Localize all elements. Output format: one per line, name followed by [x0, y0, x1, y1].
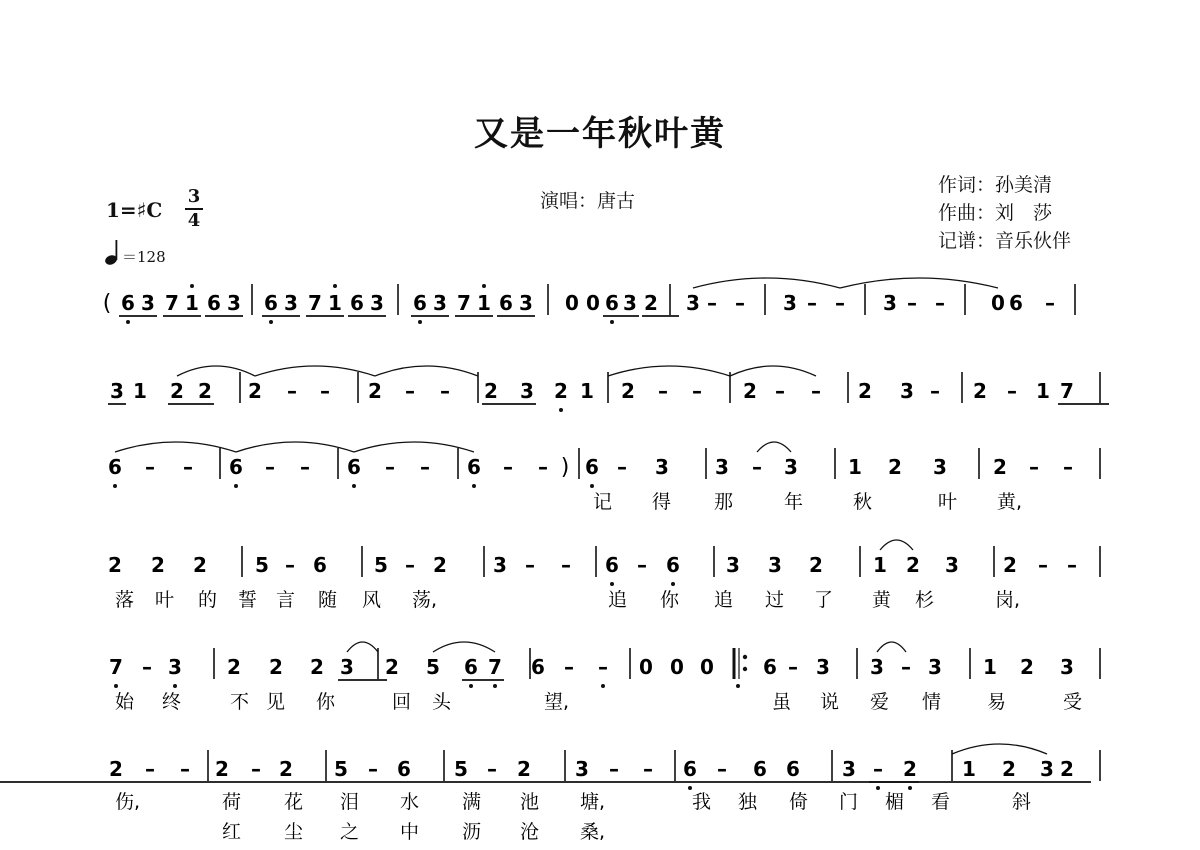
octave-dot-below: [688, 786, 692, 790]
note: 3: [726, 553, 740, 577]
note: 6: [683, 757, 697, 781]
dash: –: [1067, 553, 1077, 577]
note: 0: [639, 655, 653, 679]
note: 2: [621, 379, 635, 403]
dash: –: [707, 291, 717, 315]
dash: –: [564, 655, 574, 679]
note: 3: [686, 291, 700, 315]
octave-dot-below: [126, 320, 130, 324]
lyric-char: 追: [714, 589, 734, 611]
dash: –: [788, 655, 798, 679]
singer-credit: 演唱：唐古: [540, 190, 636, 212]
slur-tie: [433, 642, 495, 652]
note: 6: [397, 757, 411, 781]
note: 2: [248, 379, 262, 403]
note: 3: [784, 455, 798, 479]
octave-dot-below: [908, 786, 912, 790]
note: 6: [413, 291, 427, 315]
lyric-char: 的: [198, 589, 218, 611]
lyric-char: 记: [593, 491, 613, 513]
lyricist-credit: 作词：孙美清: [938, 174, 1053, 196]
note: 2: [858, 379, 872, 403]
lyric-char: 荡,: [412, 589, 438, 611]
note: 6: [605, 291, 619, 315]
note: 3: [575, 757, 589, 781]
note: 3: [816, 655, 830, 679]
lyric-char: 看: [931, 791, 951, 813]
note: 3: [433, 291, 447, 315]
octave-dot-below: [610, 582, 614, 586]
dash: –: [251, 757, 261, 781]
slur-tie: [608, 366, 730, 376]
lyric-char: 斜: [1012, 791, 1032, 813]
slur-tie: [347, 642, 378, 652]
dash: –: [145, 455, 155, 479]
dash: –: [598, 655, 608, 679]
octave-dot-below: [269, 320, 273, 324]
lyric-char-verse2: 沧: [520, 821, 540, 843]
octave-dot-below: [472, 484, 476, 488]
octave-dot-above: [333, 284, 337, 288]
note: 3: [623, 291, 637, 315]
dash: –: [405, 379, 415, 403]
note: 6: [121, 291, 135, 315]
dash: –: [1007, 379, 1017, 403]
note: 6: [605, 553, 619, 577]
note: 6: [1009, 291, 1023, 315]
note: 6: [313, 553, 327, 577]
note: 2: [269, 655, 283, 679]
note: 0: [670, 655, 684, 679]
note: 7: [109, 655, 123, 679]
lyric-char: 泪: [340, 791, 360, 813]
lyric-char: 荷: [222, 791, 242, 813]
lyric-char-verse2: 红: [222, 821, 242, 843]
note: 6: [108, 455, 122, 479]
note: 2: [385, 655, 399, 679]
dash: –: [1038, 553, 1048, 577]
note: 3: [655, 455, 669, 479]
slur-tie: [375, 366, 478, 376]
lyric-char: 门: [839, 791, 859, 813]
lyric-char: 得: [652, 491, 672, 513]
repeat-dot: [743, 667, 747, 671]
composer-credit: 作曲：刘 莎: [938, 202, 1053, 224]
lyric-char: 水: [400, 791, 420, 813]
note: 3: [783, 291, 797, 315]
note: 0: [565, 291, 579, 315]
octave-dot-below: [234, 484, 238, 488]
octave-dot-below: [352, 484, 356, 488]
slur-tie: [236, 442, 354, 452]
note: 6: [467, 455, 481, 479]
lyric-char: 落: [115, 589, 135, 611]
note: 3: [933, 455, 947, 479]
note: 2: [993, 455, 1007, 479]
note: 6: [753, 757, 767, 781]
dash: –: [525, 553, 535, 577]
note: 0: [700, 655, 714, 679]
lyric-char: 塘,: [580, 791, 606, 813]
octave-dot-below: [590, 484, 594, 488]
note: 3: [1040, 757, 1054, 781]
slur-tie: [354, 442, 474, 452]
note: 2: [310, 655, 324, 679]
lyric-char: 那: [714, 491, 734, 513]
lyric-char: 黄: [872, 589, 892, 611]
dash: –: [692, 379, 702, 403]
note: 1: [983, 655, 997, 679]
note: 2: [198, 379, 212, 403]
dash: –: [609, 757, 619, 781]
dash: –: [752, 455, 762, 479]
tempo-marking: ＝128: [122, 248, 166, 266]
lyric-char-verse2: 沥: [462, 821, 482, 843]
note: 3: [928, 655, 942, 679]
note: 1: [477, 291, 491, 315]
dash: –: [807, 291, 817, 315]
song-title: 又是一年秋叶黄: [474, 114, 726, 154]
note: 6: [264, 291, 278, 315]
note: 3: [110, 379, 124, 403]
slur-tie: [880, 540, 913, 550]
note: 6: [531, 655, 545, 679]
slur-tie: [840, 278, 998, 288]
slur-tie: [952, 744, 1047, 754]
lyric-char: 见: [266, 691, 286, 713]
lyric-char: 始: [115, 691, 135, 713]
lyric-char: 你: [316, 691, 336, 713]
note: 3: [168, 655, 182, 679]
lyric-char: 独: [738, 791, 758, 813]
dash: –: [287, 379, 297, 403]
dash: –: [935, 291, 945, 315]
note: 6: [464, 655, 478, 679]
note: 2: [1060, 757, 1074, 781]
note: 1: [962, 757, 976, 781]
lyric-char: 满: [462, 791, 482, 813]
octave-dot-below: [610, 320, 614, 324]
note: 6: [229, 455, 243, 479]
lyric-char: 叶: [938, 491, 958, 513]
dash: –: [1045, 291, 1055, 315]
time-signature-top: 3: [187, 186, 201, 207]
note: 3: [768, 553, 782, 577]
slur-tie: [177, 366, 255, 376]
slur-tie: [730, 366, 816, 376]
note: 2: [368, 379, 382, 403]
dash: –: [617, 455, 627, 479]
notation-credit: 记谱：音乐伙伴: [938, 230, 1072, 252]
lyric-char: 池: [520, 791, 540, 813]
dash: –: [1063, 455, 1073, 479]
note: 7: [488, 655, 502, 679]
lyric-char: 伤,: [115, 791, 141, 813]
note: 3: [842, 757, 856, 781]
note: 2: [279, 757, 293, 781]
dash: –: [735, 291, 745, 315]
octave-dot-below: [469, 684, 473, 688]
lyric-char: 倚: [789, 791, 809, 813]
time-signature-bottom: 4: [187, 210, 201, 231]
lyric-char: 风: [362, 589, 382, 611]
dash: –: [775, 379, 785, 403]
dash: –: [265, 455, 275, 479]
dash: –: [538, 455, 548, 479]
note: 3: [883, 291, 897, 315]
note: 6: [207, 291, 221, 315]
note: 7: [1060, 379, 1074, 403]
lyric-char-verse2: 之: [340, 821, 360, 843]
dash: –: [835, 291, 845, 315]
octave-dot-below: [876, 786, 880, 790]
lyric-char: 我: [692, 791, 712, 813]
lyric-char: 了: [814, 589, 834, 611]
note: 2: [888, 455, 902, 479]
note: 2: [109, 757, 123, 781]
dash: –: [440, 379, 450, 403]
dash: –: [180, 757, 190, 781]
note: 6: [499, 291, 513, 315]
note: 3: [370, 291, 384, 315]
dash: –: [320, 379, 330, 403]
dash: –: [643, 757, 653, 781]
note: 6: [666, 553, 680, 577]
lyric-char: 秋: [853, 491, 873, 513]
note: 1: [848, 455, 862, 479]
key-signature: 1=♯C: [106, 198, 163, 222]
note: 3: [227, 291, 241, 315]
dash: –: [300, 455, 310, 479]
dash: –: [368, 757, 378, 781]
lyric-char: 虽: [772, 691, 792, 713]
slur-tie: [115, 442, 236, 452]
note: 2: [554, 379, 568, 403]
lyric-char: 你: [660, 589, 680, 611]
dash: –: [930, 379, 940, 403]
octave-dot-above: [190, 284, 194, 288]
note: 2: [517, 757, 531, 781]
note: 1: [873, 553, 887, 577]
lyric-char-verse2: 尘: [284, 821, 304, 843]
dash: –: [503, 455, 513, 479]
note: 3: [900, 379, 914, 403]
note: 5: [374, 553, 388, 577]
note: 7: [457, 291, 471, 315]
note: 2: [644, 291, 658, 315]
note: 6: [763, 655, 777, 679]
note: 2: [151, 553, 165, 577]
note: 2: [170, 379, 184, 403]
note: 2: [743, 379, 757, 403]
note: 3: [493, 553, 507, 577]
lyric-char: 楣: [885, 791, 905, 813]
octave-dot-below: [418, 320, 422, 324]
note: 3: [715, 455, 729, 479]
note: 3: [519, 291, 533, 315]
dash: –: [183, 455, 193, 479]
dash: –: [658, 379, 668, 403]
lyric-char: 情: [922, 691, 942, 713]
dash: –: [637, 553, 647, 577]
lyric-char-verse2: 桑,: [580, 821, 606, 843]
lyric-char: 言: [276, 589, 296, 611]
lyric-char: 誓: [238, 589, 258, 611]
lyric-char: 追: [608, 589, 628, 611]
dash: –: [907, 291, 917, 315]
dash: –: [420, 455, 430, 479]
note: 2: [193, 553, 207, 577]
lyric-char: 黄,: [997, 491, 1023, 513]
note: 1: [580, 379, 594, 403]
note: 2: [108, 553, 122, 577]
note: 3: [870, 655, 884, 679]
note: 3: [520, 379, 534, 403]
note: 6: [585, 455, 599, 479]
slur-tie: [693, 278, 840, 288]
note: 0: [991, 291, 1005, 315]
note: 5: [255, 553, 269, 577]
lyric-char: 年: [784, 491, 804, 513]
note: 2: [1003, 553, 1017, 577]
lyric-char: 随: [318, 589, 338, 611]
dash: –: [405, 553, 415, 577]
note: 1: [1036, 379, 1050, 403]
slur-tie: [877, 642, 906, 652]
note: 2: [906, 553, 920, 577]
octave-dot-below: [173, 684, 177, 688]
note: 3: [340, 655, 354, 679]
paren: ): [560, 455, 570, 480]
lyric-char: 望,: [544, 691, 570, 713]
note: 3: [945, 553, 959, 577]
dash: –: [1029, 455, 1039, 479]
note: 2: [1020, 655, 1034, 679]
lyric-char: 头: [432, 691, 452, 713]
note: 7: [165, 291, 179, 315]
octave-dot-below: [113, 484, 117, 488]
note: 2: [215, 757, 229, 781]
note: 7: [308, 291, 322, 315]
lyric-char-verse2: 中: [400, 821, 420, 843]
note: 2: [809, 553, 823, 577]
dash: –: [717, 757, 727, 781]
note: 3: [141, 291, 155, 315]
dash: –: [385, 455, 395, 479]
note: 2: [227, 655, 241, 679]
octave-dot-above: [482, 284, 486, 288]
note: 2: [433, 553, 447, 577]
note: 5: [454, 757, 468, 781]
lyric-char: 花: [284, 791, 304, 813]
note: 2: [484, 379, 498, 403]
lyric-char: 受: [1063, 691, 1083, 713]
dash: –: [145, 757, 155, 781]
slur-tie: [255, 366, 375, 376]
lyric-char: 回: [392, 691, 412, 713]
octave-dot-below: [601, 684, 605, 688]
dash: –: [873, 757, 883, 781]
lyric-char: 杉: [915, 589, 935, 611]
note: 1: [328, 291, 342, 315]
lyric-char: 终: [162, 691, 182, 713]
lyric-char: 叶: [155, 589, 175, 611]
octave-dot-below: [493, 684, 497, 688]
note: 2: [903, 757, 917, 781]
octave-dot-below: [671, 582, 675, 586]
lyric-char: 岗,: [995, 589, 1021, 611]
octave-dot-below: [736, 684, 740, 688]
dash: –: [561, 553, 571, 577]
note: 5: [426, 655, 440, 679]
note: 0: [586, 291, 600, 315]
octave-dot-below: [114, 684, 118, 688]
lyric-char: 不: [230, 691, 250, 713]
lyric-char: 爱: [870, 691, 890, 713]
dash: –: [142, 655, 152, 679]
repeat-dot: [743, 655, 747, 659]
dash: –: [901, 655, 911, 679]
note: 3: [1060, 655, 1074, 679]
dash: –: [487, 757, 497, 781]
note: 3: [284, 291, 298, 315]
note: 2: [973, 379, 987, 403]
note: 6: [350, 291, 364, 315]
note: 6: [347, 455, 361, 479]
lyric-char: 说: [820, 691, 840, 713]
paren: (: [102, 291, 112, 316]
dash: –: [285, 553, 295, 577]
note: 5: [334, 757, 348, 781]
lyric-char: 易: [987, 691, 1007, 713]
note: 1: [185, 291, 199, 315]
slur-tie: [757, 442, 791, 452]
octave-dot-below: [559, 408, 563, 412]
note: 2: [1002, 757, 1016, 781]
dash: –: [811, 379, 821, 403]
note: 1: [133, 379, 147, 403]
lyric-char: 过: [765, 589, 785, 611]
note: 6: [786, 757, 800, 781]
